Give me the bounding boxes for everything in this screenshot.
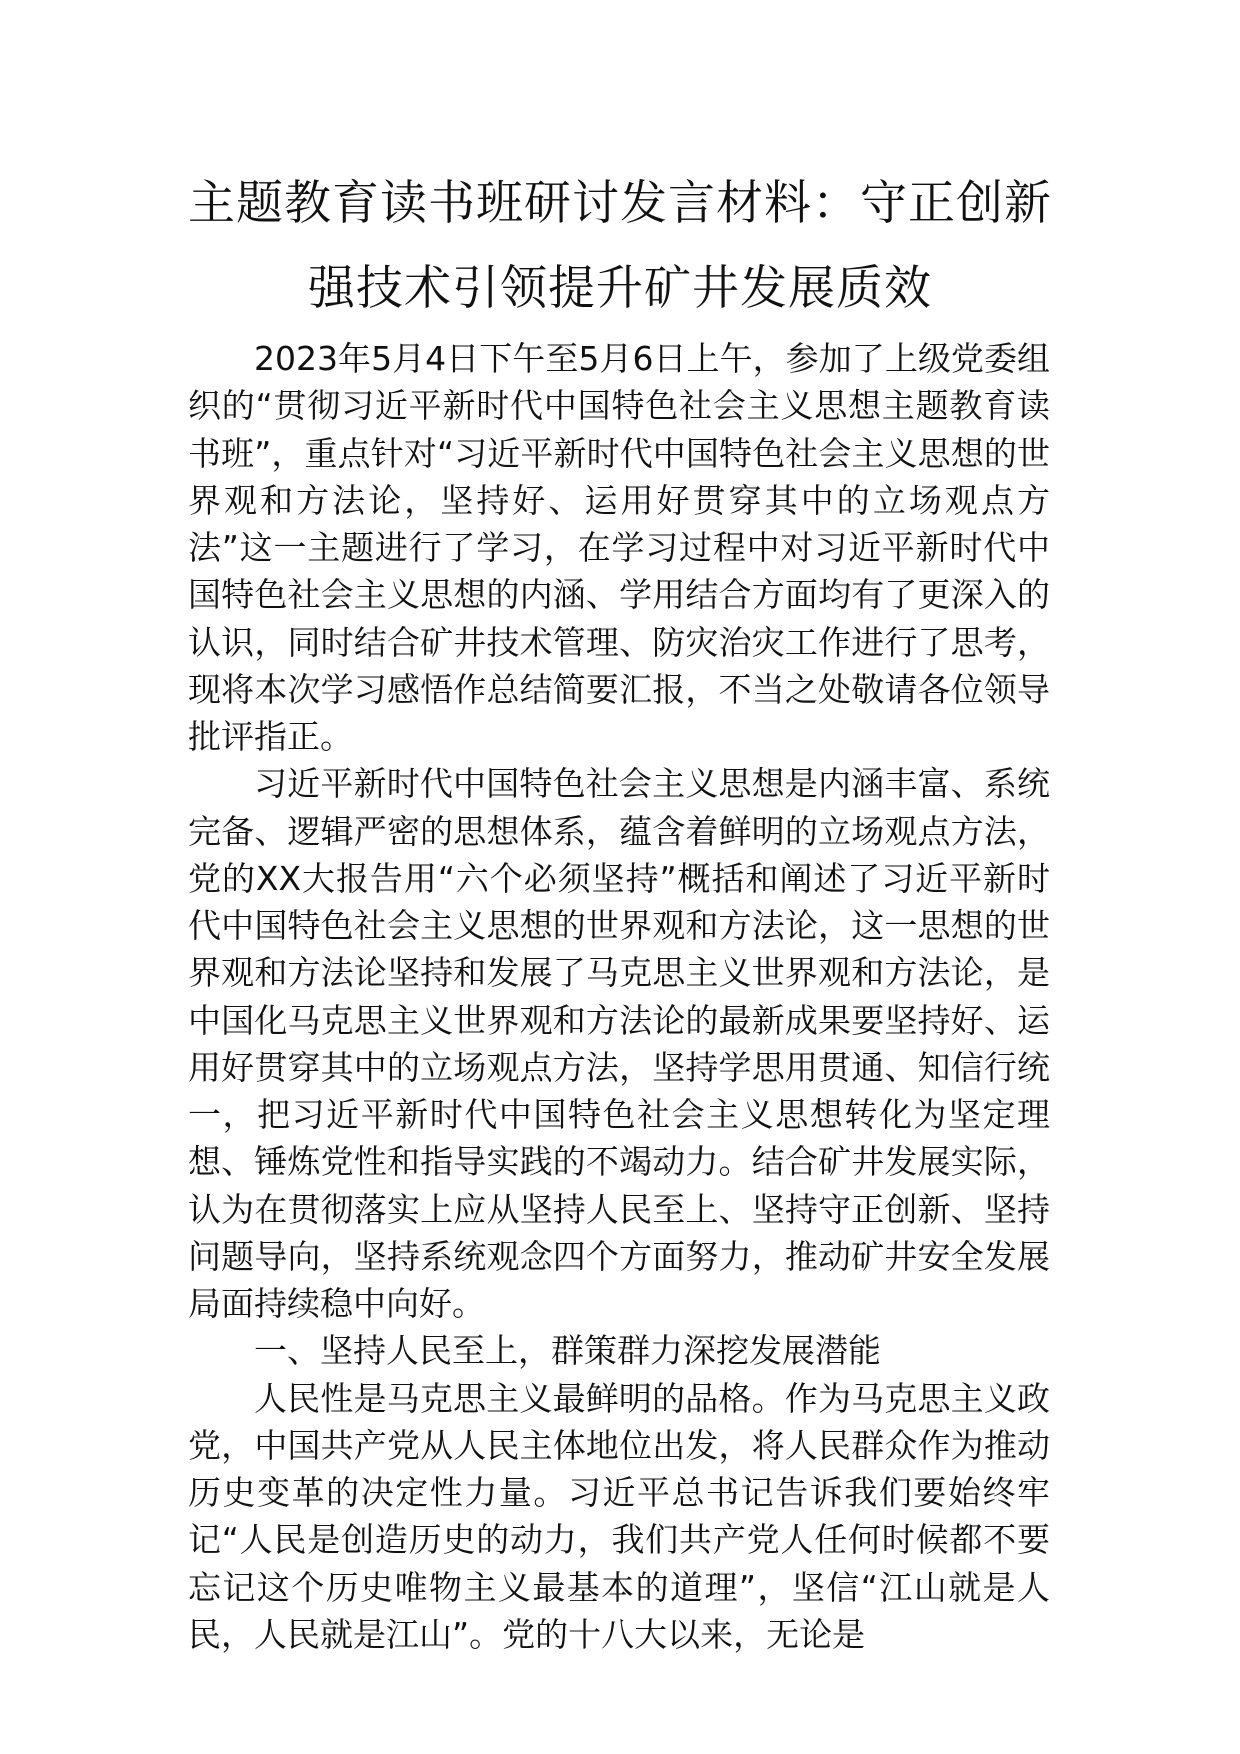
paragraph-intro: 2023年5月4日下午至5月6日上午，参加了上级党委组织的“贯彻习近平新时代中国特色社会主义思想主题教育读书班”，重点针对“习近平新时代中国特色社会主义思想的世界观和方法论，坚持好、运用好贯穿其中的立场观点方法”这一主题进行了学习，在学习过程中对习近平新时代中国特色社会主义思想的内涵、学用结合方面均有了更深入的认识，同时结合矿井技术管理、防灾治灾工作进行了思考，现将本次学习感悟作总结简要汇报，不当之处敬请各位领导批评指正。 xyxy=(188,339,1050,756)
section-heading-1: 一、坚持人民至上，群策群力深挖发展潜能 xyxy=(254,1331,881,1371)
document-title-line-2: 强技术引领提升矿井发展质效 xyxy=(308,261,932,316)
document-title-line-1: 主题教育读书班研讨发言材料：守正创新 xyxy=(188,176,1052,231)
document-body xyxy=(188,335,1050,1658)
paragraph-people-first: 人民性是马克思主义最鲜明的品格。作为马克思主义政党，中国共产党从人民主体地位出发，将人民群众作为推动历史变革的决定性力量。习近平总书记告诉我们要始终牢记“人民是创造历史的动力，我们共产党人任何时候都不要忘记这个历史唯物主义最基本的道理”，坚信“江山就是人民，人民就是江山”。党的十八大以来，无论是 xyxy=(188,1378,1050,1654)
paragraph-thought-system: 习近平新时代中国特色社会主义思想是内涵丰富、系统完备、逻辑严密的思想体系，蕴含着鲜明的立场观点方法，党的XX大报告用“六个必须坚持”概括和阐述了习近平新时代中国特色社会主义思想的世界观和方法论，这一思想的世界观和方法论坚持和发展了马克思主义世界观和方法论，是中国化马克思主义世界观和方法论的最新成果要坚持好、运用好贯穿其中的立场观点方法，坚持学思用贯通、知信行统一，把习近平新时代中国特色社会主义思想转化为坚定理想、锤炼党性和指导实践的不竭动力。结合矿井发展实际，认为在贯彻落实上应从坚持人民至上、坚持守正创新、坚持问题导向，坚持系统观念四个方面努力，推动矿井安全发展局面持续稳中向好。 xyxy=(188,764,1050,1323)
